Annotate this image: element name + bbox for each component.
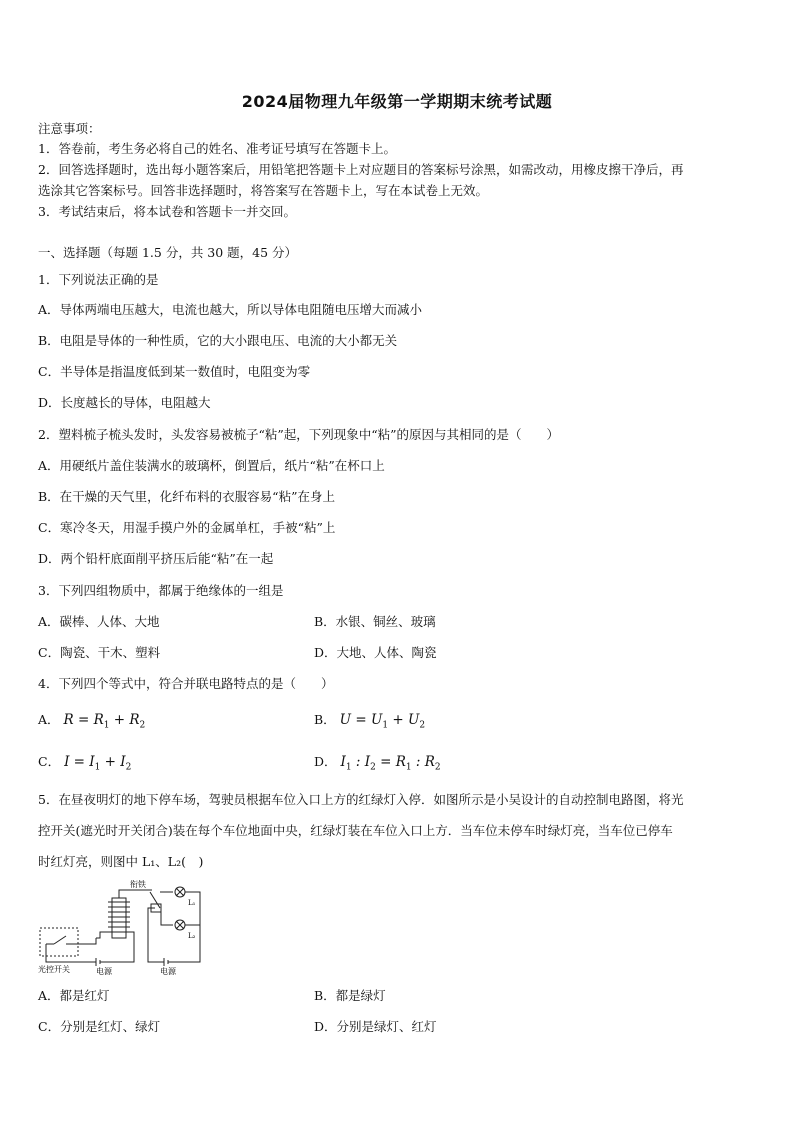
- label-power-left: 电源: [96, 967, 112, 975]
- wire-l1-right: [185, 892, 200, 925]
- section-heading: 一、选择题（每题 1.5 分，共 30 题，45 分）: [38, 245, 298, 260]
- question-4-option-a: [38, 712, 145, 734]
- question-3-stem: 3．下列四组物质中，都属于绝缘体的一组是: [38, 583, 284, 598]
- question-1-option-d: D．长度越长的导体，电阻越大: [38, 395, 211, 410]
- question-4-stem: 4．下列四个等式中，符合并联电路特点的是（ ）: [38, 676, 334, 691]
- question-4-option-b: [314, 712, 425, 734]
- switch-blade: [54, 936, 66, 944]
- circuit-diagram: [38, 880, 213, 975]
- wire-left-bottom: [46, 944, 96, 962]
- question-3-option-a: A．碳棒、人体、大地: [38, 614, 160, 629]
- question-5-stem-line-3: 时红灯亮，则图中 L₁、L₂( ): [38, 854, 204, 869]
- option-label: B．: [314, 712, 336, 727]
- wire-switch-coil: [74, 938, 96, 944]
- question-5-option-b: B．都是绿灯: [314, 988, 386, 1003]
- question-1-option-a: A．导体两端电压越大，电流也越大，所以导体电阻随电压增大而减小: [38, 302, 423, 317]
- formula-b: $U = U_1 + U_2$: [339, 712, 426, 731]
- label-switch: 光控开关: [38, 965, 70, 974]
- label-l2: L₂: [188, 932, 196, 940]
- question-5-option-c: C．分别是红灯、绿灯: [38, 1019, 161, 1034]
- wire-l2-right: [168, 925, 200, 962]
- armature-support: [119, 890, 152, 898]
- page-title: 2024届物理九年级第一学期期末统考试题: [241, 92, 553, 111]
- question-2-option-d: D．两个铅杆底面削平挤压后能“粘”在一起: [38, 551, 274, 566]
- notice-item-2-cont: 选涂其它答案标号。回答非选择题时，将答案写在答题卡上，写在本试卷上无效。: [38, 183, 489, 198]
- formula-a: $R = R_1 + R_2$: [63, 712, 146, 731]
- label-armature: 衔铁: [130, 880, 146, 889]
- notice-item-3: 3．考试结束后，将本试卷和答题卡一并交回。: [38, 204, 296, 219]
- wire-l2-contact: [161, 912, 173, 925]
- notice-item-1: 1．答卷前，考生务必将自己的姓名、准考证号填写在答题卡上。: [38, 141, 396, 156]
- question-4-option-d: [314, 754, 441, 776]
- question-5-option-a: A．都是红灯: [38, 988, 110, 1003]
- question-3-option-d: D．大地、人体、陶瓷: [314, 645, 437, 660]
- question-1-stem: 1．下列说法正确的是: [38, 272, 159, 287]
- option-label: C．: [38, 754, 61, 769]
- wire-coil-in: [96, 932, 108, 938]
- label-power-right: 电源: [160, 967, 176, 975]
- question-2-option-b: B．在干燥的天气里，化纤布料的衣服容易“粘”在身上: [38, 489, 335, 504]
- option-label: A．: [38, 712, 60, 727]
- question-1-option-c: C．半导体是指温度低到某一数值时，电阻变为零: [38, 364, 311, 379]
- question-1-option-b: B．电阻是导体的一种性质，它的大小跟电压、电流的大小都无关: [38, 333, 398, 348]
- question-3-option-b: B．水银、铜丝、玻璃: [314, 614, 436, 629]
- formula-c: $I = I_1 + I_2$: [64, 754, 132, 773]
- wire-coil-out: [130, 932, 134, 938]
- question-5-stem-line-2: 控开关(遮光时开关闭合)装在每个车位地面中央，红绿灯装在车位入口上方．当车位未停车时绿灯亮，当车位已停车: [38, 823, 673, 838]
- question-5-option-d: D．分别是绿灯、红灯: [314, 1019, 437, 1034]
- label-l1: L₁: [188, 899, 196, 907]
- question-4-option-c: [38, 754, 131, 776]
- wire-right-armature: [148, 908, 164, 962]
- question-2-option-a: A．用硬纸片盖住装满水的玻璃杯，倒置后，纸片“粘”在杯口上: [38, 458, 385, 473]
- coil-windings: [108, 902, 130, 932]
- notice-heading: 注意事项：: [38, 121, 101, 136]
- question-5-stem-line-1: 5．在昼夜明灯的地下停车场，驾驶员根据车位入口上方的红绿灯入停．如图所示是小吴设计的自动控制电路图，将光: [38, 792, 684, 807]
- question-2-stem: 2．塑料梳子梳头发时，头发容易被梳子“粘”起，下列现象中“粘”的原因与其相同的是（ ）: [38, 427, 560, 442]
- option-label: D．: [314, 754, 337, 769]
- formula-d: $I_1$ : $I_2 = R_1$ : $R_2$: [340, 754, 441, 773]
- wire-left-right: [100, 938, 134, 962]
- question-3-option-c: C．陶瓷、干木、塑料: [38, 645, 161, 660]
- notice-item-2: 2．回答选择题时，选出每小题答案后，用铅笔把答题卡上对应题目的答案标号涂黑，如需改动，用橡皮擦干净后，再: [38, 162, 684, 177]
- question-2-option-c: C．寒冷冬天，用湿手摸户外的金属单杠，手被“粘”上: [38, 520, 336, 535]
